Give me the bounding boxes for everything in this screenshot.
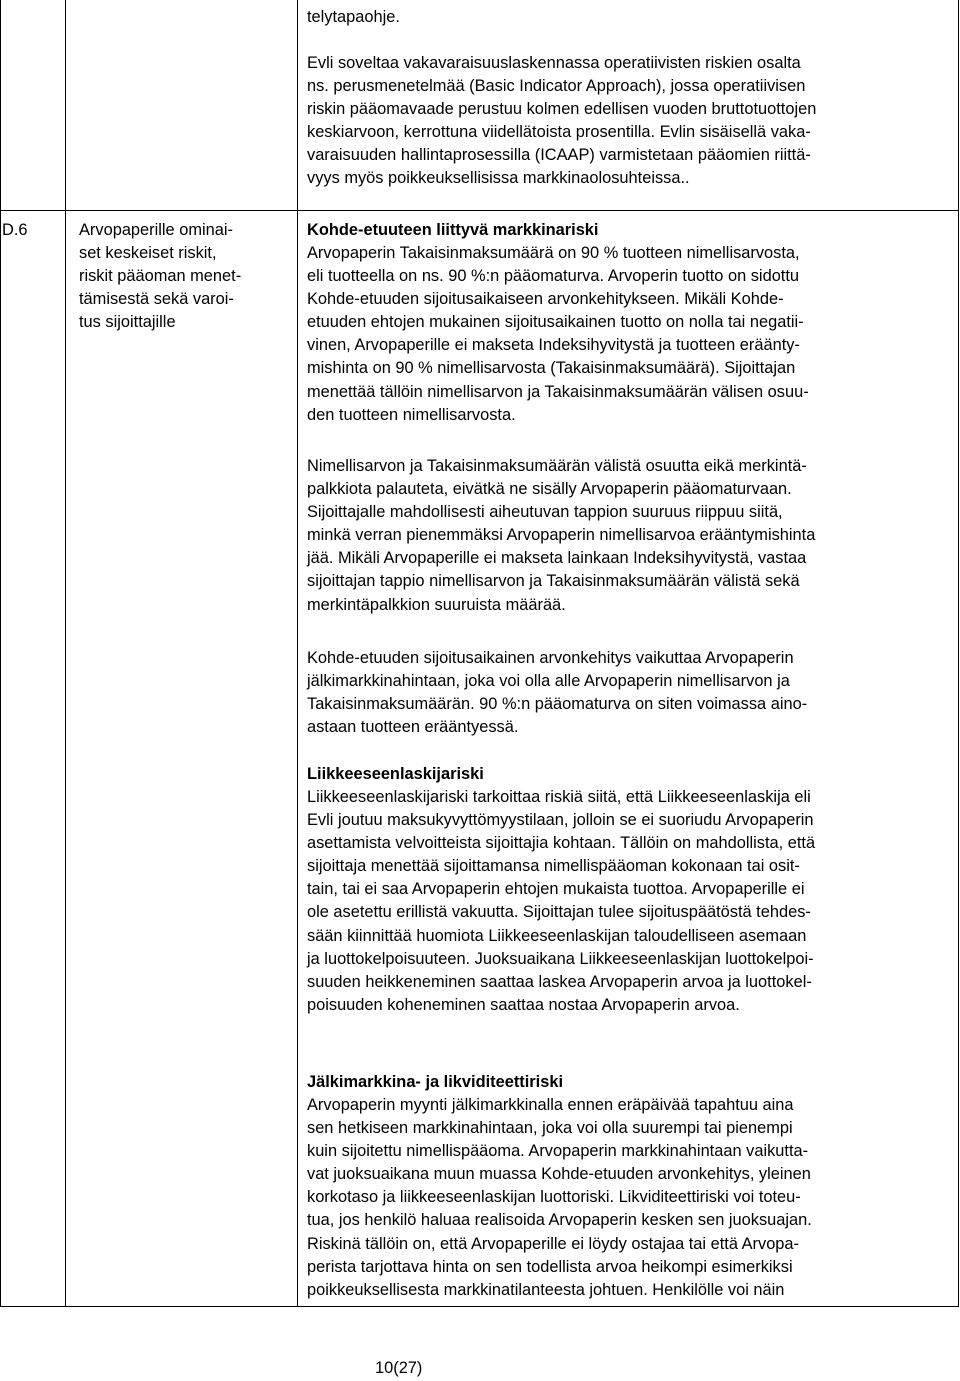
paragraph-underlying-value: Kohde-etuuden sijoitusaikainen arvonkehitys vaikuttaa Arvopaperin jälkimarkkinahintaan, joka voi olla alle Arvopaperin nimellisarvon ja Takaisinmaksumäärän. 90 %:n pääomaturva on siten voimassa aino- astaan tuotteen erääntyessä. [307, 649, 808, 737]
section-title: Arvopaperille ominai- set keskeiset riskit, riskit pääoman menet- tämisestä sekä varoi- tus sijoittajille [79, 221, 242, 332]
paragraph-operational-risk: Evli soveltaa vakavaraisuuslaskennassa operatiivisten riskien osalta ns. perusmenetelmää (Basic Indicator Approach), jossa operatiivisen riskin pääomavaade perustuu kolmen edellisen vuoden bruttotuottojen keskiarvoon, kerrottuna viidellätoista prosentilla. Evlin sisäisellä vaka- varaisuuden hallintaprosessilla (ICAAP) varmistetaan pääomien riittä- vyys myös poikkeuksellisissa markkinaolosuhteissa.. [307, 54, 817, 188]
heading-liquidity-risk: Jälkimarkkina- ja likviditeettiriski [307, 1073, 564, 1091]
table-border-col1 [65, 0, 66, 1307]
heading-issuer-risk: Liikkeeseenlaskijariski [307, 765, 484, 783]
paragraph-issuer-risk: Liikkeeseenlaskijariski tarkoittaa riskiä siitä, että Liikkeeseenlaskija eli Evli joutuu maksukyvyttömyystilaan, jolloin se ei suoriudu Arvopaperin asettamista velvoitteista sijoittajia kohtaan. Tällöin on mahdollista, että sijoittaja menettää sijoittamansa nimellispääoman kokonaan tai osit- tain, tai ei saa Arvopaperin ehtojen mukaista tuottoa. Arvopaperille ei ole asetettu erillistä vakuutta. Sijoittajan tulee sijoituspäätöstä tehdes- sään kiinnittää huomiota Liikkeeseenlaskijan taloudelliseen asemaan ja luottokelpoisuuteen. Juoksuaikana Liikkeeseenlaskijan luottokelpoi- suuden heikkeneminen saattaa laskea Arvopaperin arvoa ja luottokel- poisuuden kohenеminen saattaa nostaa Arvopaperin arvoa. [307, 788, 816, 1014]
section-number: D.6 [2, 221, 28, 239]
paragraph-market-risk: Arvopaperin Takaisinmaksumäärä on 90 % tuotteen nimellisarvosta, eli tuotteella on ns. 90 %:n pääomaturva. Arvoperin tuotto on sidottu Kohde-etuuden sijoitusaikaiseen arvonkehitykseen. Mikäli Kohde- etuuden ehtojen mukainen sijoitusaikainen tuotto on nolla tai negatii- vinen, Arvopaperille ei makseta Indeksihyvitystä ja tuotteen eräänty- mishinta on 90 % nimellisarvosta (Takaisinmaksumäärä). Sijoittajan menettää tällöin nimellisarvon ja Takaisinmaksumäärän välisen osuu- den tuotteen nimellisarvosta. [307, 244, 809, 424]
table-row-divider [0, 210, 959, 211]
paragraph-nominal-value: Nimellisarvon ja Takaisinmaksumäärän välistä osuutta eikä merkintä- palkkiota palauteta, eivätkä ne sisälly Arvopaperin pääomaturvaan. Sijoittajalle mahdollisesti aiheutuvan tappion suuruus riippuu siitä, minkä verran pienemmäksi Arvopaperin nimellisarvoa erääntymishinta jää. Mikäli Arvopaperille ei makseta lainkaan Indeksihyvitystä, vastaa sijoittajan tappio nimellisarvon ja Takaisinmaksumäärän välistä sekä merkintäpalkkion suuruista määrää. [307, 457, 816, 614]
heading-market-risk: Kohde-etuuteen liittyvä markkinariski [307, 221, 599, 239]
table-border-bottom [0, 1306, 959, 1307]
paragraph-liquidity-risk: Arvopaperin myynti jälkimarkkinalla ennen eräpäivää tapahtuu aina sen hetkiseen markkinahintaan, joka voi olla suurempi tai pienempi kuin sijoitettu nimellispääoma. Arvopaperin markkinahintaan vaikutta- vat juoksuaikana muun muassa Kohde-etuuden arvonkehitys, yleinen korkotaso ja liikkeeseenlaskijan luottoriski. Likviditeettiriski voi toteu- tua, jos henkilö haluaa realisoida Arvopaperin kesken sen juoksuajan. Riskinä tällöin on, että Arvopaperille ei löydy ostajaa tai että Arvopa- perista tarjottava hinta on sen todellista arvoa heikompi esimerkiksi poikkeuksellisesta markkinatilanteesta johtuen. Henkilölle voi näin [307, 1096, 812, 1299]
table-border-right [958, 0, 959, 1307]
table-border-left [0, 0, 1, 1307]
table-border-col2 [297, 0, 298, 1307]
page-number: 10(27) [375, 1359, 423, 1377]
paragraph-continued: telytapaohje. [307, 8, 400, 26]
